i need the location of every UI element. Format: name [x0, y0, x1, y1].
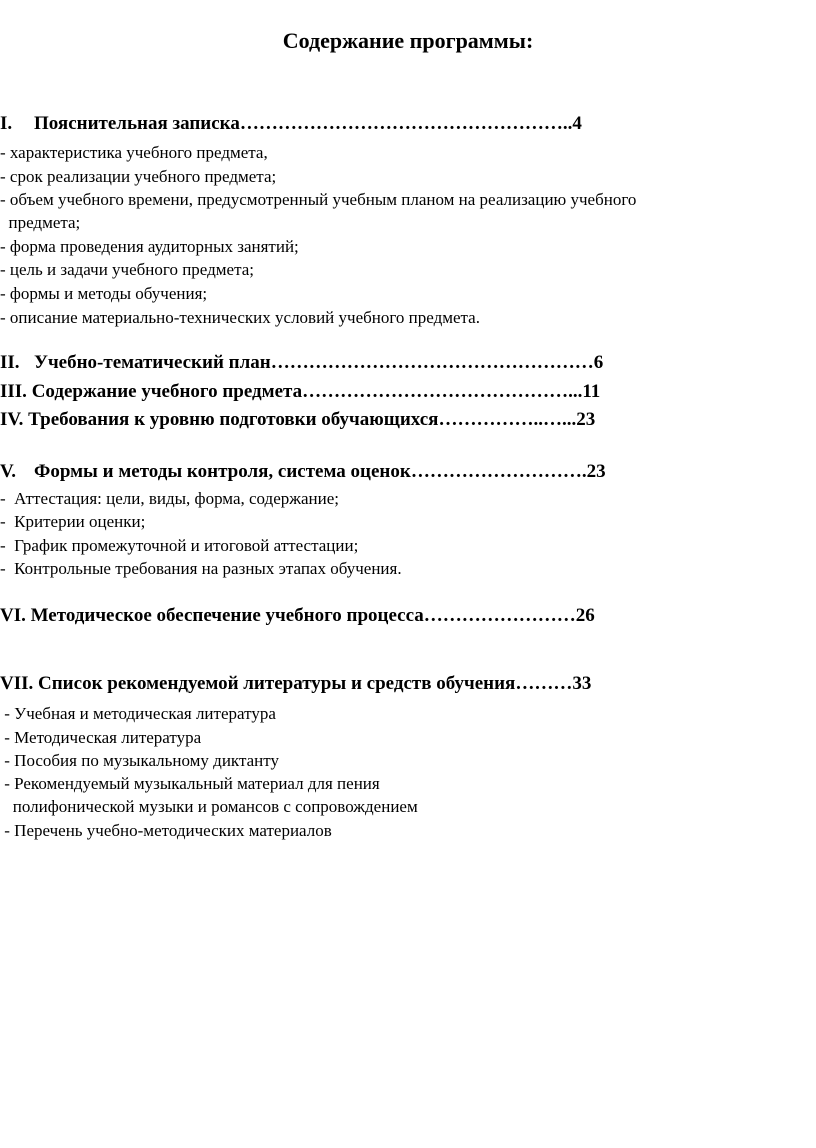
section-heading: Учебно-тематический план	[34, 352, 271, 373]
list-item: - Учебная и методическая литература	[0, 704, 276, 723]
list-item: - Контрольные требования на разных этапах обучения.	[0, 559, 402, 578]
section-heading: Содержание учебного предмета	[31, 381, 303, 402]
leader-dots: ……………………	[423, 605, 576, 626]
leader-dots: ……………………….	[410, 461, 587, 482]
list-item: - описание материально-технических условий учебного предмета.	[0, 308, 480, 327]
list-item: - Рекомендуемый музыкальный материал для пения	[0, 774, 380, 793]
section-heading: Методическое обеспечение учебного процесса	[30, 605, 424, 626]
list-item-continuation: полифонической музыки и романсов с сопровождением	[0, 797, 418, 816]
list-item: - срок реализации учебного предмета;	[0, 167, 277, 186]
list-item: - форма проведения аудиторных занятий;	[0, 237, 299, 256]
toc-entry-4	[0, 408, 595, 432]
leader-dots: ………	[515, 673, 573, 694]
toc-entry-5	[0, 460, 606, 484]
page-title: Содержание программы:	[282, 28, 534, 53]
list-item-continuation: предмета;	[0, 213, 81, 232]
leader-dots: ……………………………………………..	[239, 113, 573, 134]
section-numeral: VI.	[0, 605, 26, 626]
list-item: - Пособия по музыкальному диктанту	[0, 751, 279, 770]
page-number: 6	[593, 352, 604, 373]
page-number: 23	[586, 461, 606, 482]
list-item: - График промежуточной и итоговой аттестации;	[0, 536, 359, 555]
leader-dots: ……………………………………………	[270, 352, 594, 373]
page-number: 26	[575, 605, 595, 626]
list-item: - объем учебного времени, предусмотренный учебным планом на реализацию учебного	[0, 190, 637, 209]
list-item: - цель и задачи учебного предмета;	[0, 260, 254, 279]
section-heading: Требования к уровню подготовки обучающихся	[28, 409, 439, 430]
section-numeral: II.	[0, 352, 20, 373]
section-heading: Пояснительная записка	[34, 113, 240, 134]
toc-entry-2	[0, 351, 603, 375]
list-item: - Перечень учебно-методических материалов	[0, 821, 332, 840]
section-heading: Список рекомендуемой литературы и средств обучения	[38, 673, 516, 694]
toc-entry-7	[0, 672, 591, 696]
page-number: 11	[582, 381, 601, 402]
toc-entry-6	[0, 604, 595, 628]
page-number: 23	[576, 409, 596, 430]
section-numeral: IV.	[0, 409, 24, 430]
leader-dots: ……………………………………...	[302, 381, 583, 402]
page-number: 33	[572, 673, 592, 694]
leader-dots: ……………..…...	[438, 409, 577, 430]
list-item: - формы и методы обучения;	[0, 284, 208, 303]
toc-entry-3	[0, 380, 600, 404]
section-numeral: I.	[0, 113, 13, 134]
list-item: - Критерии оценки;	[0, 512, 146, 531]
section-numeral: III.	[0, 381, 27, 402]
list-item: - Аттестация: цели, виды, форма, содержание;	[0, 489, 340, 508]
page-number: 4	[572, 113, 582, 134]
section-heading: Формы и методы контроля, система оценок	[34, 461, 411, 482]
list-item: - характеристика учебного предмета,	[0, 143, 268, 162]
toc-entry-1	[0, 112, 582, 136]
section-numeral: VII.	[0, 673, 34, 694]
section-numeral: V.	[0, 461, 17, 482]
list-item: - Методическая литература	[0, 728, 202, 747]
